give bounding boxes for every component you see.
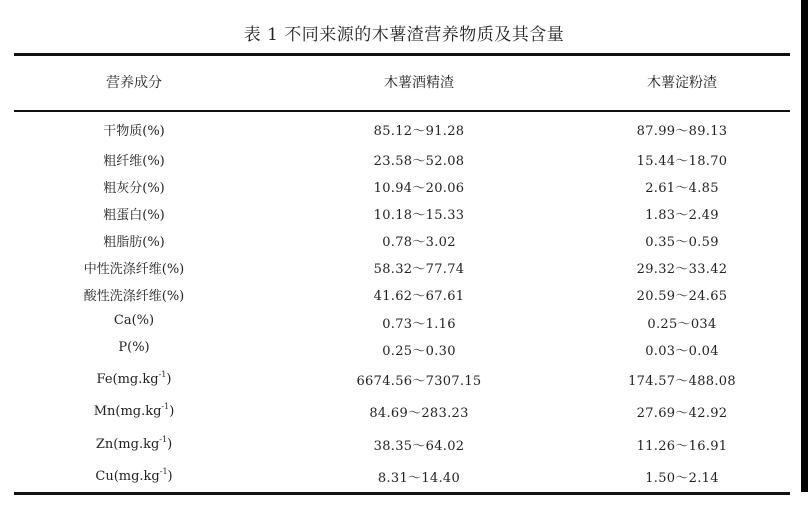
table-title: 表 1 不同来源的木薯渣营养物质及其含量 bbox=[243, 25, 565, 45]
nutrient-cell: 酸性洗涤纤维(%) bbox=[83, 289, 185, 304]
nutrient-cell: 干物质(%) bbox=[103, 124, 165, 139]
top-rule bbox=[14, 53, 790, 56]
starch-residue-cell: 20.59～24.65 bbox=[636, 289, 728, 304]
table-row bbox=[14, 258, 790, 280]
nutrient-cell: 粗蛋白(%) bbox=[103, 208, 165, 223]
header-alcohol-residue: 木薯酒精渣 bbox=[384, 75, 454, 91]
alcohol-residue-cell: 8.31～14.40 bbox=[377, 471, 461, 486]
header-rule bbox=[14, 110, 790, 112]
starch-residue-cell: 2.61～4.85 bbox=[645, 181, 719, 196]
starch-residue-cell: 174.57～488.08 bbox=[628, 374, 736, 389]
alcohol-residue-cell: 0.78～3.02 bbox=[382, 235, 456, 250]
table-row bbox=[14, 313, 790, 335]
alcohol-residue-cell: 38.35～64.02 bbox=[373, 439, 465, 454]
alcohol-residue-cell: 23.58～52.08 bbox=[373, 154, 465, 169]
starch-residue-cell: 11.26～16.91 bbox=[636, 439, 728, 454]
table-row bbox=[14, 177, 790, 199]
starch-residue-cell: 0.25～034 bbox=[647, 317, 717, 332]
table-row bbox=[14, 150, 790, 172]
alcohol-residue-cell: 85.12～91.28 bbox=[373, 124, 465, 139]
nutrient-cell: $Cu(mg.kg^{-1})$ bbox=[95, 467, 173, 484]
starch-residue-cell: 29.32～33.42 bbox=[636, 262, 728, 277]
alcohol-residue-cell: 0.25～0.30 bbox=[382, 344, 456, 359]
table-row bbox=[14, 370, 790, 392]
right-edge-border bbox=[801, 0, 808, 492]
alcohol-residue-cell: 58.32～77.74 bbox=[373, 262, 465, 277]
alcohol-residue-cell: 6674.56～7307.15 bbox=[356, 374, 482, 389]
header-nutrient: 营养成分 bbox=[106, 75, 162, 91]
starch-residue-cell: 87.99～89.13 bbox=[636, 124, 728, 139]
starch-residue-cell: 0.35～0.59 bbox=[645, 235, 719, 250]
nutrient-cell: P(%) bbox=[118, 340, 150, 355]
table-row bbox=[14, 402, 790, 424]
table-row bbox=[14, 340, 790, 362]
table-row bbox=[14, 120, 790, 142]
alcohol-residue-cell: 84.69～283.23 bbox=[369, 406, 469, 421]
nutrient-cell: $Mn(mg.kg^{-1})$ bbox=[93, 402, 175, 419]
nutrient-cell: 粗纤维(%) bbox=[103, 154, 165, 169]
nutrient-cell: 粗灰分(%) bbox=[103, 181, 165, 196]
nutrient-cell: Ca(%) bbox=[113, 313, 155, 328]
bottom-rule bbox=[14, 492, 790, 495]
starch-residue-cell: 1.83～2.49 bbox=[645, 208, 719, 223]
table-row bbox=[14, 435, 790, 457]
nutrient-cell: 粗脂肪(%) bbox=[103, 235, 165, 250]
table-row bbox=[14, 231, 790, 253]
header-starch-residue: 木薯淀粉渣 bbox=[647, 75, 717, 91]
table-header bbox=[14, 72, 790, 94]
table-row bbox=[14, 285, 790, 307]
starch-residue-cell: 27.69～42.92 bbox=[636, 406, 728, 421]
nutrient-cell: 中性洗涤纤维(%) bbox=[83, 262, 185, 277]
alcohol-residue-cell: 0.73～1.16 bbox=[382, 317, 456, 332]
nutrient-cell: $Fe(mg.kg^{-1})$ bbox=[96, 370, 172, 387]
starch-residue-cell: 1.50～2.14 bbox=[645, 471, 719, 486]
nutrient-cell: $Zn(mg.kg^{-1})$ bbox=[95, 435, 173, 452]
alcohol-residue-cell: 10.18～15.33 bbox=[373, 208, 465, 223]
starch-residue-cell: 15.44～18.70 bbox=[636, 154, 728, 169]
starch-residue-cell: 0.03～0.04 bbox=[645, 344, 719, 359]
alcohol-residue-cell: 41.62～67.61 bbox=[373, 289, 465, 304]
table-row bbox=[14, 204, 790, 226]
table-row bbox=[14, 467, 790, 489]
alcohol-residue-cell: 10.94～20.06 bbox=[373, 181, 465, 196]
